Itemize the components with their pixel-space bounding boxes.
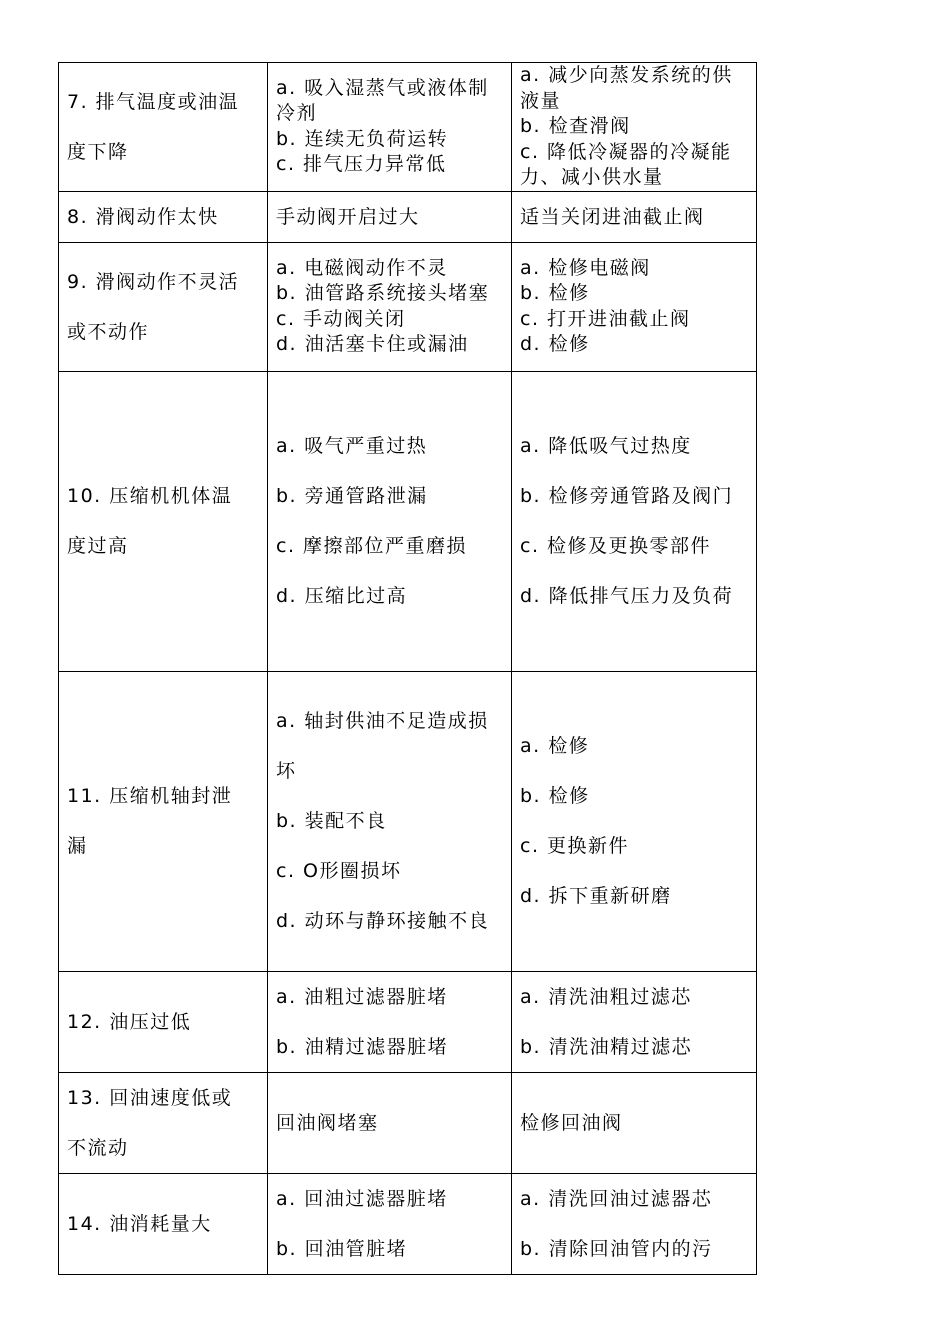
cause-cell [268,971,512,1072]
cause-text: a. 吸气严重过热 [276,435,428,457]
cause-text: b. 连续无负荷运转 [276,127,449,150]
cause-text: b. 装配不良 [276,810,387,832]
fault-cell [59,371,268,671]
fault-text: 或不动作 [67,320,150,343]
cause-text: b. 油管路系统接头堵塞 [276,282,490,304]
fault-text: 漏 [67,835,88,857]
cause-cell [268,1173,512,1274]
cause-text: b. 油精过滤器脏堵 [276,1035,449,1058]
remedy-text: b. 检查滑阀 [520,115,631,137]
table-row [59,971,757,1072]
fault-text: 13. 回油速度低或 [67,1086,233,1109]
remedy-text: c. 降低冷凝器的冷凝能力、减小供水量 [520,140,732,188]
table-row [59,242,757,371]
remedy-cell [512,1173,757,1274]
remedy-text: c. 检修及更换零部件 [520,535,712,557]
fault-cell [59,1173,268,1274]
remedy-text: b. 检修旁通管路及阀门 [520,485,734,507]
cause-text: c. O形圈损坏 [276,860,402,882]
cause-cell [268,242,512,371]
cause-text: b. 旁通管路泄漏 [276,485,428,507]
fault-cell [59,1072,268,1173]
remedy-text: c. 更换新件 [520,835,630,857]
remedy-text: a. 检修电磁阀 [520,256,651,279]
remedy-text: d. 降低排气压力及负荷 [520,585,734,607]
remedy-text: a. 检修 [520,735,590,757]
cause-text: a. 轴封供油不足造成损坏 [276,710,489,782]
remedy-text: b. 清除回油管内的污 [520,1237,713,1260]
remedy-text: 检修回油阀 [520,1111,623,1134]
fault-cell [59,63,268,192]
fault-cell [59,671,268,971]
remedy-text: d. 拆下重新研磨 [520,885,672,907]
table-row [59,191,757,242]
remedy-text: d. 检修 [520,333,590,355]
table-row [59,1072,757,1173]
cause-text: a. 回油过滤器脏堵 [276,1187,448,1210]
remedy-text: a. 清洗油粗过滤芯 [520,985,692,1008]
remedy-cell [512,371,757,671]
fault-text: 10. 压缩机机体温 [67,485,233,507]
fault-cell [59,971,268,1072]
fault-cell [59,191,268,242]
cause-cell [268,191,512,242]
remedy-cell [512,1072,757,1173]
cause-text: 手动阀开启过大 [276,205,420,228]
cause-text: a. 吸入湿蒸气或液体制冷剂 [276,76,489,125]
cause-text: c. 摩擦部位严重磨损 [276,535,468,557]
cause-text: a. 电磁阀动作不灵 [276,256,448,279]
fault-text: 度过高 [67,535,129,557]
cause-cell [268,671,512,971]
cause-cell [268,371,512,671]
fault-cell [59,242,268,371]
remedy-cell [512,971,757,1072]
cause-cell [268,63,512,192]
table-row [59,1173,757,1274]
remedy-cell [512,671,757,971]
cause-text: c. 手动阀关闭 [276,307,406,330]
cause-text: d. 动环与静环接触不良 [276,910,490,932]
remedy-cell [512,242,757,371]
cause-text: 回油阀堵塞 [276,1111,379,1134]
cause-text: c. 排气压力异常低 [276,153,447,176]
remedy-text: b. 检修 [520,785,590,807]
fault-text: 12. 油压过低 [67,1010,192,1033]
fault-text: 7. 排气温度或油温 [67,90,240,113]
table-row [59,371,757,671]
remedy-cell [512,191,757,242]
fault-table [58,62,757,1275]
table-row [59,671,757,971]
cause-text: d. 油活塞卡住或漏油 [276,333,469,355]
remedy-cell [512,63,757,192]
cause-text: d. 压缩比过高 [276,585,408,607]
remedy-text: b. 清洗油精过滤芯 [520,1035,693,1058]
remedy-text: a. 降低吸气过热度 [520,435,692,457]
fault-text: 8. 滑阀动作太快 [67,205,219,228]
remedy-text: a. 清洗回油过滤器芯 [520,1187,713,1210]
cause-text: a. 油粗过滤器脏堵 [276,985,448,1008]
fault-text: 度下降 [67,140,129,163]
cause-text: b. 回油管脏堵 [276,1237,408,1260]
fault-text: 不流动 [67,1136,129,1159]
remedy-text: 适当关闭进油截止阀 [520,205,705,228]
remedy-text: b. 检修 [520,282,590,304]
remedy-text: c. 打开进油截止阀 [520,307,691,330]
table-row [59,63,757,192]
remedy-text: a. 减少向蒸发系统的供液量 [520,64,733,112]
cause-cell [268,1072,512,1173]
fault-text: 14. 油消耗量大 [67,1212,212,1235]
fault-text: 9. 滑阀动作不灵活 [67,270,240,293]
fault-text: 11. 压缩机轴封泄 [67,785,233,807]
